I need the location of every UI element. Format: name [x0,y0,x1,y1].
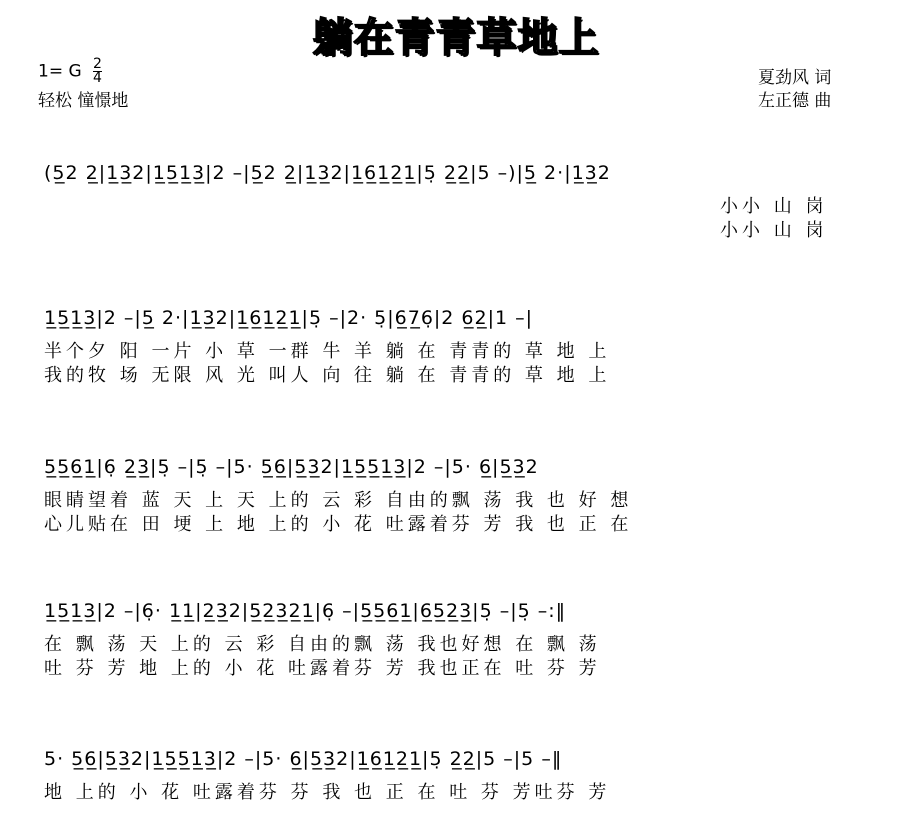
time-denominator: 4 [93,70,102,86]
lyrics-verse-1: 半个夕 阳 一片 小 草 一群 牛 羊 躺 在 青青的 草 地 上 [44,341,611,362]
time-numerator: 2 [93,56,102,72]
lyrics-verse-1: 小小 山 岗 [720,196,828,217]
key-label: 1= G [38,61,82,82]
notation-line: 1̲5̲1̲3̲|2 –|5̲ 2·|1̲3̲2|1̲6̲1̲2̲1̲|5̣ –|2· 5̣|6̲7̲6̣|2 6̲2̲|1 –| [44,307,534,329]
composer-credit: 左正德 曲 [758,91,832,111]
lyricist-credit: 夏劲风 词 [758,68,832,88]
notation-line: 1̲5̲1̲3̲|2 –|6̣· 1̲1̲|2̲3̲2|5̲2̲3̲2̲1̲|6̣ –|5̲5̲6̲1̲|6̲5̲2̲3̲|5̣ –|5̣ –:‖ [44,600,567,622]
score-row-4 [0,596,912,679]
lyrics-verse-2: 我的牧 场 无限 风 光 叫人 向 往 躺 在 青青的 草 地 上 [44,365,611,386]
lyrics-verse-1: 在 飘 荡 天 上的 云 彩 自由的飘 荡 我也好想 在 飘 荡 [44,634,601,655]
tempo-mood: 轻松 憧憬地 [38,91,129,111]
key-signature [38,58,102,85]
notation-line: (5̲2 2̲|1̲3̲2|1̲5̲1̲3̲|2 –|5̲2 2̲|1̲3̲2|1̲6̲1̲2̲1̲|5̣ 2̲2̲|5 –)|5̲ 2·|1̲3̲2 [44,162,611,184]
lyrics-verse-1: 眼睛望着 蓝 天 上 天 上的 云 彩 自由的飘 荡 我 也 好 想 [44,490,633,511]
lyrics-verse-2: 小小 山 岗 [720,220,828,241]
song-title: 躺在青青草地上 [312,15,600,61]
notation-line: 5̲5̲6̲1̲|6̣ 2̲3̲|5̣ –|5̣ –|5· 5̲6̲|5̲3̲2|1̲5̲5̲1̲3̲|2 –|5· 6̲|5̲3̲2 [44,456,539,478]
score-row-2 [0,303,912,386]
notation-line: 5· 5̲6̲|5̲3̲2|1̲5̲5̲1̲3̲|2 –|5· 6̲|5̲3̲2|1̲6̲1̲2̲1̲|5̣ 2̲2̲|5 –|5 –‖ [44,748,563,770]
lyrics-verse-2: 吐 芬 芳 地 上的 小 花 吐露着芬 芳 我也正在 吐 芬 芳 [44,658,601,679]
score-row-5 [0,744,912,814]
time-signature [93,58,102,85]
lyrics-verse-1: 地 上的 小 花 吐露着芬 芬 我 也 正 在 吐 芬 芳吐芬 芳 [44,782,611,803]
score-row-3 [0,452,912,535]
lyrics-verse-2: 心儿贴在 田 埂 上 地 上的 小 花 吐露着芬 芳 我 也 正 在 [44,514,633,535]
score-row-1 [0,158,912,241]
